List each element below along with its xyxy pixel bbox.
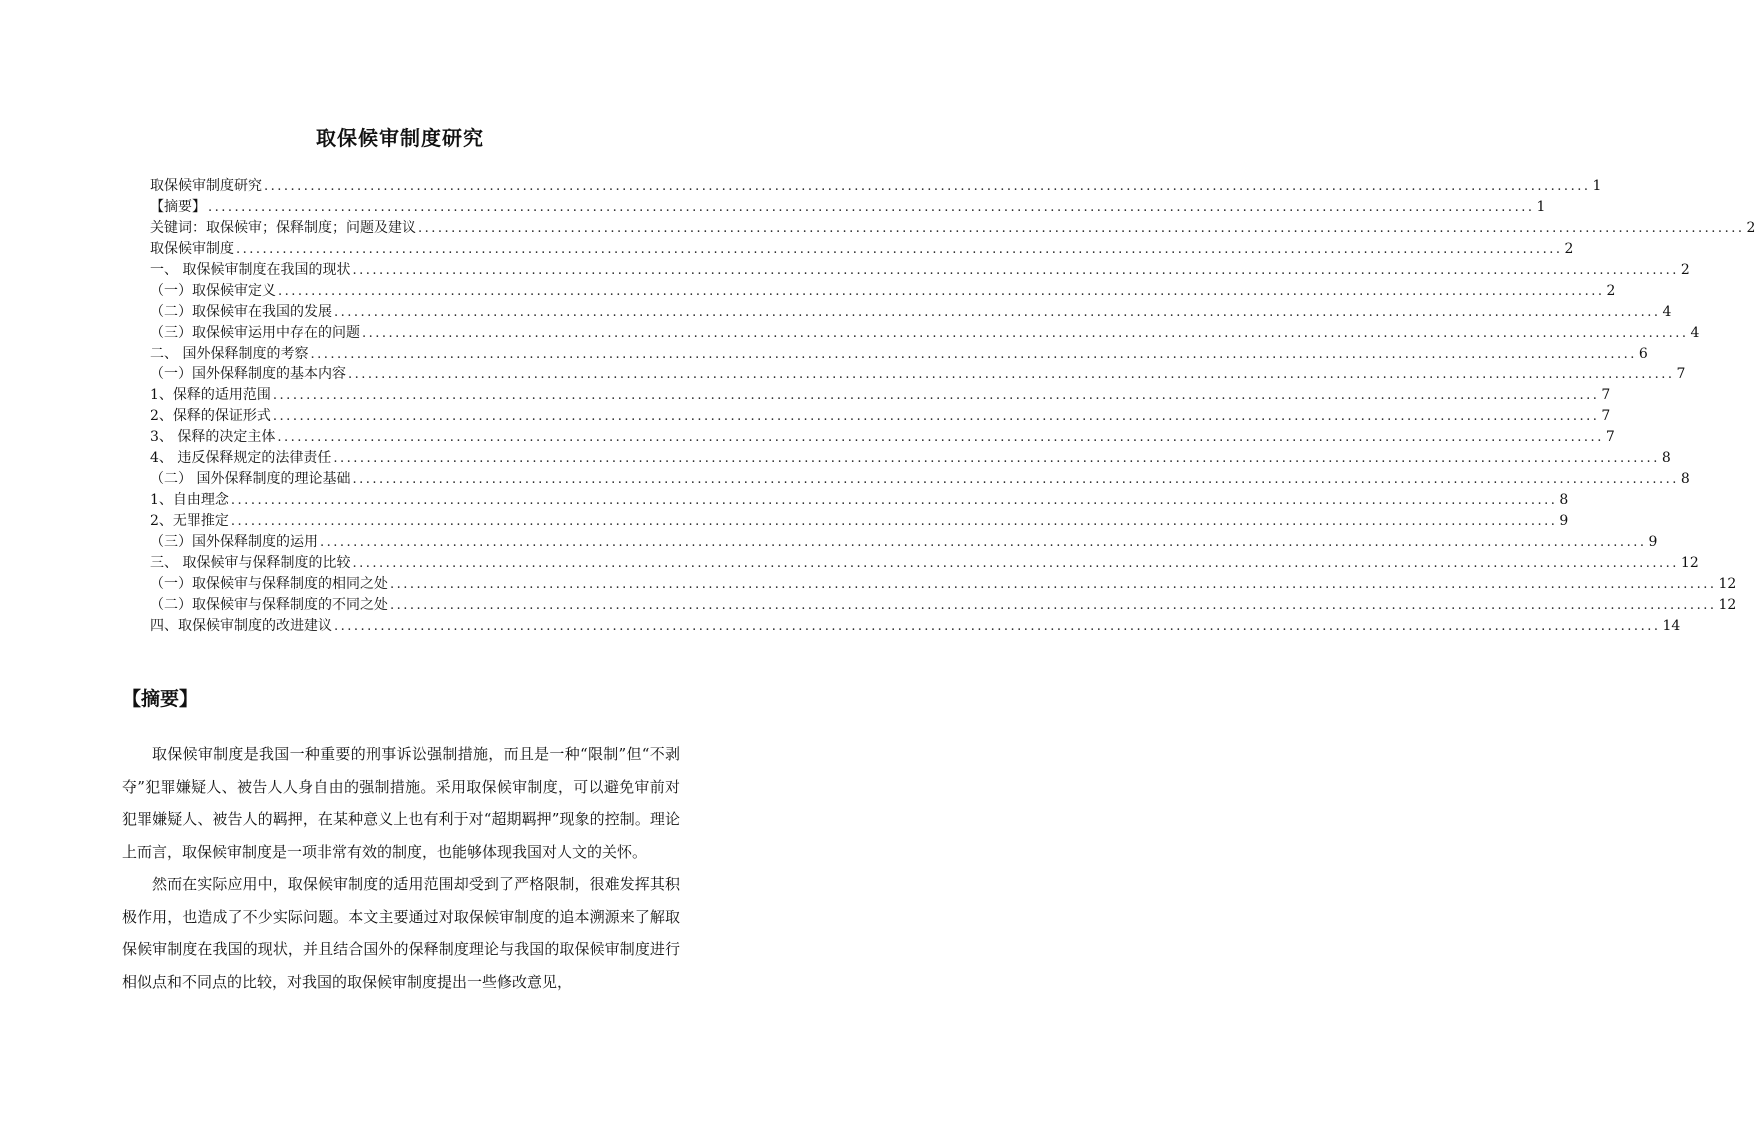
- toc-entry-page: 9: [1559, 513, 1569, 529]
- toc-entry[interactable]: [150, 238, 1574, 259]
- toc-entry-page: 8: [1559, 492, 1569, 509]
- abstract-paragraph-2: 然而在实际应用中，取保候审制度的适用范围却受到了严格限制，很难发挥其积极作用，也造成了不少实际问题。本文主要通过对取保候审制度的追本溯源来了解取保候审制度在我国的现状，并且结合国外的保释制度理论与我国的取保候审制度进行相似点和不同点的比较，对我国的取保候审制度提出一些修改意见，: [122, 875, 680, 991]
- toc-entry-label: 4、 违反保释规定的法律责任: [150, 450, 332, 467]
- toc-entry[interactable]: [150, 175, 1602, 196]
- toc-leader-dots: ........................................................................................................................................................................................................: [272, 409, 1600, 425]
- toc-leader-dots: ........................................................................................................................................................................................................: [348, 367, 1675, 383]
- toc-entry-page: 1: [1536, 198, 1546, 215]
- toc-entry-label: 二、 国外保释制度的考察: [150, 345, 309, 362]
- toc-entry[interactable]: [150, 573, 1737, 594]
- toc-leader-dots: ........................................................................................................................................................................................................: [352, 262, 1679, 278]
- toc-entry-label: 四、取保候审制度的改进建议: [150, 617, 332, 634]
- toc-entry[interactable]: [150, 510, 1569, 531]
- toc-entry-page: 12: [1680, 554, 1699, 571]
- toc-leader-dots: ........................................................................................................................................................................................................: [236, 241, 1563, 257]
- toc-leader-dots: ........................................................................................................................................................................................................: [352, 472, 1679, 488]
- toc-leader-dots: ........................................................................................................................................................................................................: [278, 283, 1605, 299]
- toc-entry[interactable]: [150, 343, 1648, 364]
- toc-entry[interactable]: [150, 259, 1690, 280]
- toc-entry-page: 4: [1690, 324, 1700, 341]
- toc-entry-label: （三）取保候审运用中存在的问题: [150, 324, 360, 341]
- toc-entry[interactable]: [150, 384, 1611, 405]
- toc-leader-dots: ........................................................................................................................................................................................................: [333, 451, 1660, 467]
- toc-entry-label: 3、 保释的决定主体: [150, 429, 276, 446]
- toc-entry-page: 2: [1606, 282, 1616, 299]
- toc-entry-label: 关键词：取保候审；保释制度；问题及建议: [150, 219, 416, 236]
- toc-entry-page: 14: [1662, 617, 1681, 634]
- toc-entry[interactable]: [150, 615, 1681, 636]
- toc-leader-dots: ........................................................................................................................................................................................................: [230, 514, 1558, 529]
- toc-leader-dots: ........................................................................................................................................................................................................: [418, 220, 1745, 236]
- toc-entry-label: 2、无罪推定: [150, 513, 229, 529]
- toc-leader-dots: ........................................................................................................................................................................................................: [272, 388, 1600, 404]
- toc-entry[interactable]: [150, 594, 1737, 615]
- toc-entry-label: （二）取保候审在我国的发展: [150, 303, 332, 320]
- toc-leader-dots: ........................................................................................................................................................................................................: [320, 534, 1647, 550]
- toc-entry-label: 取保候审制度研究: [150, 178, 262, 194]
- toc-leader-dots: ........................................................................................................................................................................................................: [390, 576, 1717, 592]
- toc-entry[interactable]: [150, 196, 1546, 217]
- toc-leader-dots: ........................................................................................................................................................................................................: [264, 179, 1591, 194]
- toc-entry-page: 2: [1680, 261, 1690, 278]
- toc-leader-dots: ........................................................................................................................................................................................................: [352, 555, 1679, 571]
- toc-entry-page: 12: [1718, 596, 1737, 613]
- toc-entry[interactable]: [150, 322, 1700, 343]
- toc-leader-dots: ........................................................................................................................................................................................................: [334, 618, 1661, 634]
- toc-leader-dots: ........................................................................................................................................................................................................: [334, 304, 1661, 320]
- toc-entry-page: 2: [1564, 240, 1574, 257]
- toc-leader-dots: ........................................................................................................................................................................................................: [208, 199, 1535, 215]
- toc-entry[interactable]: [150, 447, 1671, 468]
- toc-entry-label: 三、 取保候审与保释制度的比较: [150, 554, 351, 571]
- toc-entry-label: （一）国外保释制度的基本内容: [150, 366, 346, 383]
- toc-entry-label: 1、自由理念: [150, 492, 229, 509]
- toc-entry-label: 1、保释的适用范围: [150, 387, 271, 404]
- toc-entry-label: 2、保释的保证形式: [150, 408, 271, 425]
- abstract-body: [122, 738, 680, 998]
- toc-entry-label: 取保候审制度: [150, 240, 234, 257]
- toc-entry[interactable]: [150, 280, 1616, 301]
- toc-leader-dots: ........................................................................................................................................................................................................: [230, 493, 1558, 509]
- toc-entry-label: （一）取保候审与保释制度的相同之处: [150, 575, 388, 592]
- toc-entry-label: 一、 取保候审制度在我国的现状: [150, 261, 351, 278]
- toc-leader-dots: ........................................................................................................................................................................................................: [277, 430, 1604, 446]
- toc-entry-page: 12: [1718, 575, 1737, 592]
- toc-entry[interactable]: [150, 301, 1672, 322]
- toc-entry-page: 7: [1601, 387, 1611, 404]
- toc-entry-page: 7: [1676, 366, 1686, 383]
- document-title: 取保候审制度研究: [316, 126, 484, 150]
- abstract-paragraph-1: 取保候审制度是我国一种重要的刑事诉讼强制措施，而且是一种“限制”但“不剥夺”犯罪嫌疑人、被告人人身自由的强制措施。采用取保候审制度，可以避免审前对犯罪嫌疑人、被告人的羁押，在某种意义上也有利于对“超期羁押”现象的控制。理论上而言，取保候审制度是一项非常有效的制度，也能够体现我国对人文的关怀。: [122, 745, 680, 861]
- toc-entry-label: （一）取保候审定义: [150, 282, 276, 299]
- toc-entry-page: 7: [1601, 408, 1611, 425]
- toc-entry[interactable]: [150, 552, 1699, 573]
- abstract-heading: 【摘要】: [122, 688, 199, 710]
- toc-leader-dots: ........................................................................................................................................................................................................: [310, 346, 1637, 362]
- toc-entry[interactable]: [150, 405, 1611, 426]
- toc-leader-dots: ........................................................................................................................................................................................................: [362, 325, 1689, 341]
- toc-entry-page: 2: [1746, 219, 1755, 236]
- toc-entry-page: 8: [1680, 471, 1690, 488]
- toc-entry-label: （二） 国外保释制度的理论基础: [150, 471, 351, 488]
- toc-entry[interactable]: [150, 489, 1569, 510]
- toc-entry-page: 1: [1592, 178, 1602, 194]
- toc-entry-label: （二）取保候审与保释制度的不同之处: [150, 596, 388, 613]
- table-of-contents: [150, 175, 1755, 636]
- toc-entry-page: 7: [1605, 429, 1615, 446]
- toc-entry-page: 4: [1662, 303, 1672, 320]
- toc-entry-page: 6: [1638, 345, 1648, 362]
- toc-entry-page: 9: [1648, 533, 1658, 550]
- toc-entry[interactable]: [150, 468, 1690, 489]
- toc-entry-label: 【摘要】: [150, 198, 206, 215]
- toc-entry-label: （三）国外保释制度的运用: [150, 533, 318, 550]
- toc-entry[interactable]: [150, 531, 1658, 552]
- toc-leader-dots: ........................................................................................................................................................................................................: [390, 597, 1717, 613]
- toc-entry[interactable]: [150, 217, 1755, 238]
- toc-entry-page: 8: [1661, 450, 1671, 467]
- toc-entry[interactable]: [150, 426, 1615, 447]
- toc-entry[interactable]: [150, 363, 1686, 384]
